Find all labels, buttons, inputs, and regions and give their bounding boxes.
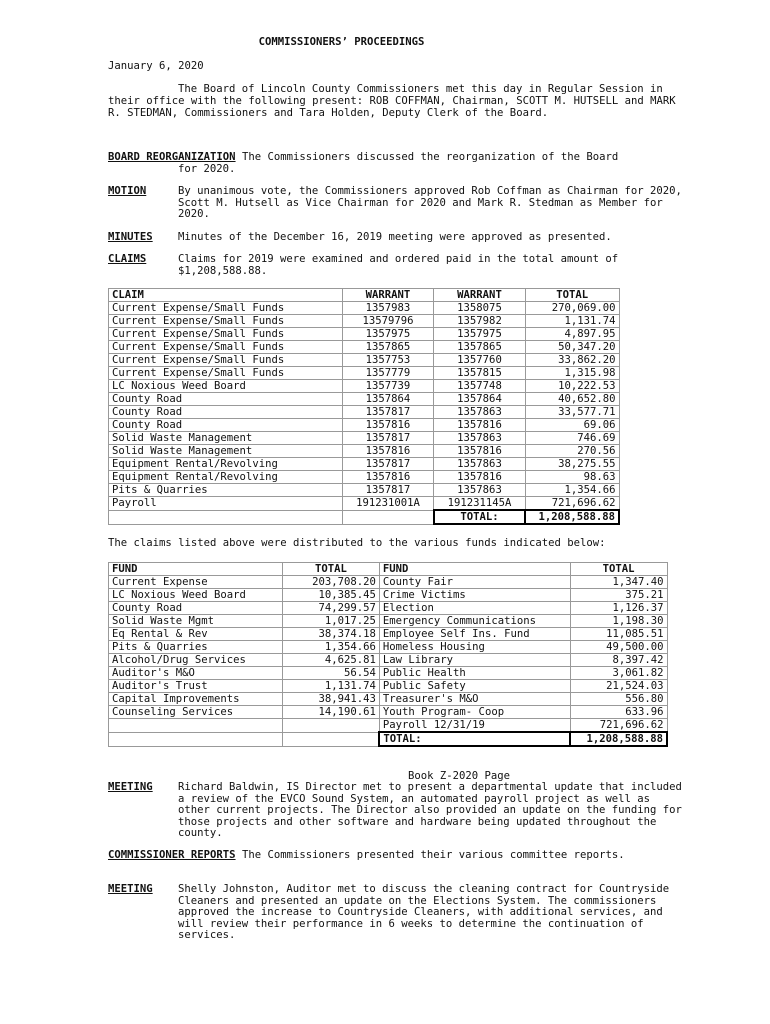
fund-total-cell xyxy=(283,719,380,733)
fund-name-cell: Counseling Services xyxy=(109,706,283,719)
funds-row xyxy=(109,615,668,628)
meeting-2-text: Shelly Johnston, Auditor met to discuss the cleaning contract for Countryside Cleaners and presented an update on the Elections System. The commissioners approved the increase to Countryside Cleaners, with additional services, and will review their performance in 6 weeks to determine the continuation of services. xyxy=(178,883,670,941)
fund-total-cell: 633.96 xyxy=(570,706,667,719)
fund-total-cell: 38,374.18 xyxy=(283,628,380,641)
empty-cell xyxy=(109,510,343,524)
claim-total-cell: 10,222.53 xyxy=(525,380,619,393)
funds-row xyxy=(109,680,668,693)
fund-name-cell: Alcohol/Drug Services xyxy=(109,654,283,667)
warrant-start-cell: 13579796 xyxy=(342,315,434,328)
fund-total-cell: 1,131.74 xyxy=(283,680,380,693)
fund-total-cell: 49,500.00 xyxy=(570,641,667,654)
meeting-1-label: MEETING xyxy=(108,781,153,793)
claims-table xyxy=(108,288,620,525)
motion-text: By unanimous vote, the Commissioners approved Rob Coffman as Chairman for 2020, Scott M. Hutsell as Vice Chairman for 2020 and Mark R. Stedman as Member for 2020. xyxy=(178,185,682,220)
fund-name-cell: LC Noxious Weed Board xyxy=(109,589,283,602)
reports-section xyxy=(108,850,688,862)
fund-name-cell: Youth Program- Coop xyxy=(379,706,570,719)
warrant-end-cell: 1357863 xyxy=(434,484,526,497)
meeting-2-label: MEETING xyxy=(108,883,153,895)
empty-cell xyxy=(283,732,380,746)
fund-total-cell: 1,017.25 xyxy=(283,615,380,628)
warrant-start-cell: 1357753 xyxy=(342,354,434,367)
claims-header-claim: CLAIM xyxy=(109,289,343,302)
book-page-reference: Book Z-2020 Page xyxy=(407,770,511,782)
warrant-end-cell: 1357816 xyxy=(434,471,526,484)
claim-name-cell: Solid Waste Management xyxy=(109,432,343,445)
claims-row xyxy=(109,419,620,432)
fund-name-cell: Election xyxy=(379,602,570,615)
claim-name-cell: Payroll xyxy=(109,497,343,511)
fund-name-cell: Law Library xyxy=(379,654,570,667)
fund-name-cell: Capital Improvements xyxy=(109,693,283,706)
claim-total-cell: 40,652.80 xyxy=(525,393,619,406)
meeting-date: January 6, 2020 xyxy=(108,60,204,72)
claim-name-cell: Equipment Rental/Revolving xyxy=(109,471,343,484)
claim-total-cell: 33,862.20 xyxy=(525,354,619,367)
funds-header-row xyxy=(109,563,668,576)
claim-name-cell: Pits & Quarries xyxy=(109,484,343,497)
intro-text: The Board of Lincoln County Commissioners met this day in Regular Session in their office with the following present: ROB COFFMAN, Chairman, SCOTT M. HUTSELL and MARK R. STEDMAN, Commissioners and Tara Holden, Deputy Clerk of the Board. xyxy=(108,83,683,119)
funds-row xyxy=(109,693,668,706)
claims-row xyxy=(109,328,620,341)
funds-row xyxy=(109,641,668,654)
claim-name-cell: Solid Waste Management xyxy=(109,445,343,458)
claims-row xyxy=(109,406,620,419)
claim-name-cell: Current Expense/Small Funds xyxy=(109,302,343,315)
funds-row xyxy=(109,602,668,615)
claims-total-value: 1,208,588.88 xyxy=(525,510,619,524)
warrant-end-cell: 1357816 xyxy=(434,445,526,458)
claim-total-cell: 1,354.66 xyxy=(525,484,619,497)
minutes-section xyxy=(108,232,688,244)
funds-row xyxy=(109,719,668,733)
fund-name-cell: Auditor's Trust xyxy=(109,680,283,693)
funds-table xyxy=(108,562,668,747)
funds-row xyxy=(109,628,668,641)
claims-row xyxy=(109,432,620,445)
fund-name-cell: County Fair xyxy=(379,576,570,589)
warrant-end-cell: 1357815 xyxy=(434,367,526,380)
claims-label: CLAIMS xyxy=(108,253,147,265)
fund-total-cell: 74,299.57 xyxy=(283,602,380,615)
motion-label: MOTION xyxy=(108,185,147,197)
claims-total-label: TOTAL: xyxy=(434,510,526,524)
funds-header-fund-1: FUND xyxy=(109,563,283,576)
fund-total-cell: 4,625.81 xyxy=(283,654,380,667)
fund-name-cell: Homeless Housing xyxy=(379,641,570,654)
claim-total-cell: 270,069.00 xyxy=(525,302,619,315)
warrant-end-cell: 1357975 xyxy=(434,328,526,341)
fund-name-cell: Pits & Quarries xyxy=(109,641,283,654)
fund-total-cell: 3,061.82 xyxy=(570,667,667,680)
fund-name-cell: Auditor's M&O xyxy=(109,667,283,680)
fund-total-cell: 556.80 xyxy=(570,693,667,706)
fund-name-cell: Current Expense xyxy=(109,576,283,589)
warrant-end-cell: 1357865 xyxy=(434,341,526,354)
warrant-start-cell: 1357865 xyxy=(342,341,434,354)
warrant-end-cell: 1357863 xyxy=(434,406,526,419)
reports-text: The Commissioners presented their various committee reports. xyxy=(241,849,625,861)
claim-total-cell: 1,131.74 xyxy=(525,315,619,328)
distributed-text: The claims listed above were distributed to the various funds indicated below: xyxy=(108,537,606,549)
claim-total-cell: 69.06 xyxy=(525,419,619,432)
claim-total-cell: 270.56 xyxy=(525,445,619,458)
fund-name-cell xyxy=(109,719,283,733)
fund-total-cell: 11,085.51 xyxy=(570,628,667,641)
claims-row xyxy=(109,471,620,484)
claim-name-cell: County Road xyxy=(109,406,343,419)
claim-total-cell: 746.69 xyxy=(525,432,619,445)
funds-row xyxy=(109,576,668,589)
warrant-start-cell: 1357817 xyxy=(342,432,434,445)
fund-total-cell: 1,354.66 xyxy=(283,641,380,654)
warrant-end-cell: 1357760 xyxy=(434,354,526,367)
claim-name-cell: Current Expense/Small Funds xyxy=(109,315,343,328)
funds-header-fund-2: FUND xyxy=(379,563,570,576)
claims-row xyxy=(109,341,620,354)
warrant-start-cell: 1357816 xyxy=(342,471,434,484)
funds-row xyxy=(109,706,668,719)
funds-total-value: 1,208,588.88 xyxy=(570,732,667,746)
fund-name-cell: Public Health xyxy=(379,667,570,680)
funds-row xyxy=(109,654,668,667)
fund-total-cell: 8,397.42 xyxy=(570,654,667,667)
warrant-start-cell: 1357739 xyxy=(342,380,434,393)
empty-cell xyxy=(109,732,283,746)
claims-row xyxy=(109,354,620,367)
warrant-start-cell: 1357983 xyxy=(342,302,434,315)
fund-name-cell: Emergency Communications xyxy=(379,615,570,628)
claims-row xyxy=(109,445,620,458)
claim-name-cell: Current Expense/Small Funds xyxy=(109,328,343,341)
reorg-text-2: for 2020. xyxy=(178,162,236,175)
claims-header-warrant-1: WARRANT xyxy=(342,289,434,302)
claim-name-cell: Current Expense/Small Funds xyxy=(109,367,343,380)
claims-row xyxy=(109,315,620,328)
warrant-start-cell: 1357817 xyxy=(342,458,434,471)
minutes-label: MINUTES xyxy=(108,231,153,243)
claims-row xyxy=(109,484,620,497)
claims-header-warrant-2: WARRANT xyxy=(434,289,526,302)
meeting-2-section xyxy=(108,884,688,942)
claim-total-cell: 50,347.20 xyxy=(525,341,619,354)
reorg-text: The Commissioners discussed the reorganization of the Board xyxy=(241,151,619,163)
claim-total-cell: 33,577.71 xyxy=(525,406,619,419)
page-title: COMMISSIONERS’ PROCEEDINGS xyxy=(258,36,425,48)
claims-text: Claims for 2019 were examined and ordered paid in the total amount of $1,208,588.88. xyxy=(178,253,619,277)
warrant-end-cell: 1357982 xyxy=(434,315,526,328)
warrant-end-cell: 1358075 xyxy=(434,302,526,315)
claim-name-cell: Current Expense/Small Funds xyxy=(109,354,343,367)
warrant-start-cell: 1357975 xyxy=(342,328,434,341)
claims-header-row xyxy=(109,289,620,302)
fund-total-cell: 721,696.62 xyxy=(570,719,667,733)
warrant-start-cell: 191231001A xyxy=(342,497,434,511)
warrant-start-cell: 1357817 xyxy=(342,406,434,419)
reorg-label: BOARD REORGANIZATION xyxy=(108,151,236,163)
minutes-text: Minutes of the December 16, 2019 meeting were approved as presented. xyxy=(178,231,612,243)
fund-name-cell: Solid Waste Mgmt xyxy=(109,615,283,628)
meeting-1-text: Richard Baldwin, IS Director met to present a departmental update that included a review of the EVCO Sound System, an automated payroll project as well as other current projects. The Director also provided an update on the funding for those projects and other software and hardware being updated throughout the county. xyxy=(178,781,682,839)
warrant-end-cell: 1357863 xyxy=(434,432,526,445)
fund-name-cell: Public Safety xyxy=(379,680,570,693)
fund-total-cell: 1,198.30 xyxy=(570,615,667,628)
fund-total-cell: 38,941.43 xyxy=(283,693,380,706)
fund-total-cell: 56.54 xyxy=(283,667,380,680)
claim-total-cell: 721,696.62 xyxy=(525,497,619,511)
meeting-1-section xyxy=(108,782,688,840)
claims-row xyxy=(109,367,620,380)
warrant-end-cell: 1357863 xyxy=(434,458,526,471)
fund-total-cell: 21,524.03 xyxy=(570,680,667,693)
intro-paragraph xyxy=(108,83,688,119)
funds-total-label: TOTAL: xyxy=(379,732,570,746)
fund-total-cell: 1,126.37 xyxy=(570,602,667,615)
warrant-start-cell: 1357816 xyxy=(342,445,434,458)
empty-cell xyxy=(342,510,434,524)
warrant-start-cell: 1357817 xyxy=(342,484,434,497)
claim-name-cell: County Road xyxy=(109,393,343,406)
claim-total-cell: 98.63 xyxy=(525,471,619,484)
claim-name-cell: County Road xyxy=(109,419,343,432)
fund-name-cell: Payroll 12/31/19 xyxy=(379,719,570,733)
fund-name-cell: Treasurer's M&O xyxy=(379,693,570,706)
warrant-start-cell: 1357779 xyxy=(342,367,434,380)
claims-total-row xyxy=(109,510,620,524)
claims-row xyxy=(109,458,620,471)
claim-name-cell: Equipment Rental/Revolving xyxy=(109,458,343,471)
fund-name-cell: County Road xyxy=(109,602,283,615)
claim-name-cell: Current Expense/Small Funds xyxy=(109,341,343,354)
fund-total-cell: 203,708.20 xyxy=(283,576,380,589)
funds-row xyxy=(109,667,668,680)
claims-section xyxy=(108,254,688,277)
warrant-end-cell: 1357816 xyxy=(434,419,526,432)
funds-header-total-1: TOTAL xyxy=(283,563,380,576)
fund-name-cell: Employee Self Ins. Fund xyxy=(379,628,570,641)
reorg-section xyxy=(108,152,688,175)
claim-name-cell: LC Noxious Weed Board xyxy=(109,380,343,393)
claims-row xyxy=(109,302,620,315)
fund-total-cell: 10,385.45 xyxy=(283,589,380,602)
claim-total-cell: 1,315.98 xyxy=(525,367,619,380)
warrant-end-cell: 191231145A xyxy=(434,497,526,511)
claim-total-cell: 4,897.95 xyxy=(525,328,619,341)
funds-header-total-2: TOTAL xyxy=(570,563,667,576)
warrant-end-cell: 1357864 xyxy=(434,393,526,406)
warrant-start-cell: 1357816 xyxy=(342,419,434,432)
motion-section xyxy=(108,186,688,221)
fund-total-cell: 375.21 xyxy=(570,589,667,602)
claims-row xyxy=(109,380,620,393)
claims-row xyxy=(109,393,620,406)
funds-row xyxy=(109,589,668,602)
fund-total-cell: 1,347.40 xyxy=(570,576,667,589)
claims-row xyxy=(109,497,620,511)
funds-total-row xyxy=(109,732,668,746)
claims-header-total: TOTAL xyxy=(525,289,619,302)
fund-name-cell: Eq Rental & Rev xyxy=(109,628,283,641)
fund-name-cell: Crime Victims xyxy=(379,589,570,602)
warrant-start-cell: 1357864 xyxy=(342,393,434,406)
reports-label: COMMISSIONER REPORTS xyxy=(108,849,236,861)
claim-total-cell: 38,275.55 xyxy=(525,458,619,471)
warrant-end-cell: 1357748 xyxy=(434,380,526,393)
fund-total-cell: 14,190.61 xyxy=(283,706,380,719)
